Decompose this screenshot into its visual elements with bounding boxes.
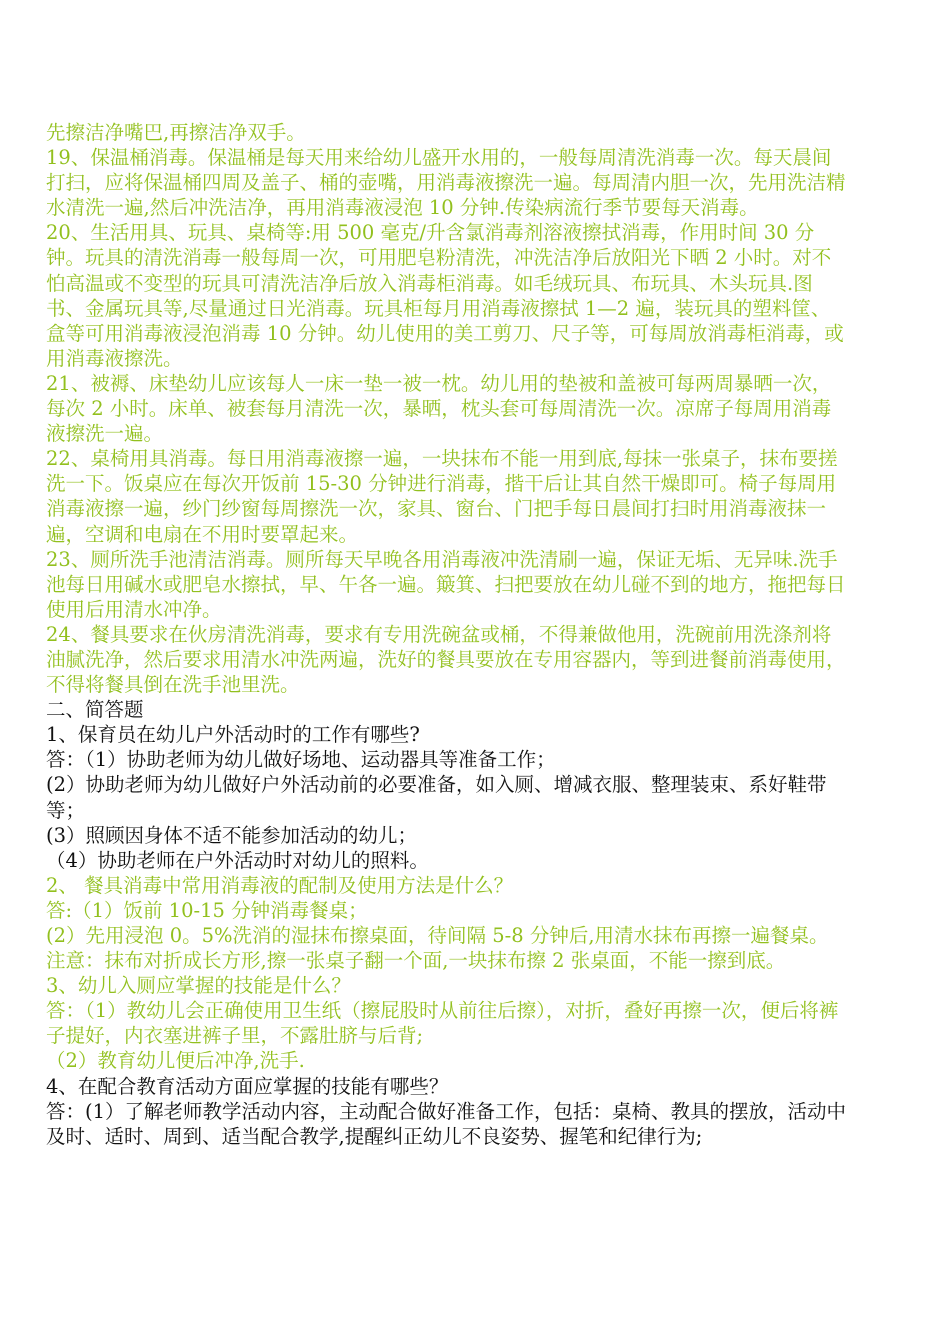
answer-1-part-3: (3）照顾因身体不适不能参加活动的幼儿；: [46, 823, 418, 847]
answer-2-part-1: 答:（1）饭前 10-15 分钟消毒餐桌；: [46, 898, 368, 922]
question-2: 2、 餐具消毒中常用消毒液的配制及使用方法是什么？: [46, 873, 514, 897]
answer-3-part-2: （2）教育幼儿便后冲净,洗手.: [46, 1049, 305, 1073]
item-20-toys-furniture: 20、生活用具、玩具、桌椅等:用 500 毫克/升含氯消毒剂溶液擦拭消毒，作用时间 30 分钟。玩具的清洗消毒一般每周一次，可用肥皂粉清洗，冲洗洁净后放阳光下晒 2 小时。对不怕高温或不变型的玩具可清洗洁净后放入消毒柜消毒。如毛绒玩具、布玩具、木头玩具.图书、金属玩具等,尽量通过日光消毒。玩具柜每月用消毒液擦拭 1—2 遍，装玩具的塑料筐、盒等可用消毒液浸泡消毒 10 分钟。幼儿使用的美工剪刀、尺子等，可每周放消毒柜消毒，或用消毒液擦洗。: [46, 221, 844, 370]
answer-4-part-1: 答：(1）了解老师教学活动内容，主动配合做好准备工作，包括：桌椅、教具的摆放，活动中及时、适时、周到、适当配合教学,提醒纠正幼儿不良姿势、握笔和纪律行为;: [46, 1099, 847, 1148]
answer-3-part-1: 答：（1）教幼儿会正确使用卫生纸（擦屁股时从前往后擦），对折，叠好再擦一次，便后将裤子提好，内衣塞进裤子里，不露肚脐与后背;: [46, 999, 839, 1048]
question-4: 4、在配合教育活动方面应掌握的技能有哪些？: [46, 1074, 449, 1098]
document-page: [46, 120, 846, 1149]
answer-1-part-1: 答：（1）协助老师为幼儿做好场地、运动器具等准备工作；: [46, 748, 556, 772]
section-title: 二、简答题: [46, 698, 144, 722]
question-1: 1、保育员在幼儿户外活动时的工作有哪些?: [46, 723, 420, 747]
answer-2-part-2: (2）先用浸泡 0。5%洗消的湿抹布擦桌面，待间隔 5-8 分钟后,用清水抹布再擦一遍餐桌。注意：抹布对折成长方形,擦一张桌子翻一个面,一块抹布擦 2 张桌面，不能一擦到底。: [46, 924, 829, 973]
question-3: 3、幼儿入厕应掌握的技能是什么？: [46, 974, 351, 998]
item-21-bedding: 21、被褥、床垫幼儿应该每人一床一垫一被一枕。幼儿用的垫被和盖被可每两周暴晒一次，每次 2 小时。床单、被套每月清洗一次，暴晒，枕头套可每周清洗一次。凉席子每周用消毒液擦洗一遍。: [46, 371, 832, 446]
answer-1-part-2: (2）协助老师为幼儿做好户外活动前的必要准备，如入厕、增减衣服、整理装束、系好鞋带等；: [46, 773, 827, 822]
item-22-tables-chairs: 22、桌椅用具消毒。每日用消毒液擦一遍，一块抹布不能一用到底,每抹一张桌子，抹布要搓洗一下。饭桌应在每次开饭前 15-30 分钟进行消毒，揩干后让其自然干燥即可。椅子每周用消毒液擦一遍，纱门纱窗每周擦洗一次，家具、窗台、门把手每日晨间打扫时用消毒液抹一遍，空调和电扇在不用时要罩起来。: [46, 447, 838, 546]
item-19-thermos-disinfection: 19、保温桶消毒。保温桶是每天用来给幼儿盛开水用的，一般每周清洗消毒一次。每天晨间打扫，应将保温桶四周及盖子、桶的壶嘴，用消毒液擦洗一遍。每周清内胆一次，先用洗洁精水清洗一遍,然后冲洗洁净，再用消毒液浸泡 10 分钟.传染病流行季节要每天消毒。: [46, 146, 846, 220]
item-18-tail: 先擦洁净嘴巴,再擦洁净双手。: [46, 121, 306, 144]
answer-1-part-4: （4）协助老师在户外活动时对幼儿的照料。: [46, 848, 429, 872]
item-23-toilet-sink: 23、厕所洗手池清洁消毒。厕所每天早晚各用消毒液冲洗清刷一遍，保证无垢、无异味.洗手池每日用碱水或肥皂水擦拭，早、午各一遍。簸箕、扫把要放在幼儿碰不到的地方，拖把每日使用后用清水冲净。: [46, 547, 846, 621]
item-24-tableware: 24、餐具要求在伙房清洗消毒，要求有专用洗碗盆或桶，不得兼做他用，洗碗前用洗涤剂将油腻洗净，然后要求用清水冲洗两遍，洗好的餐具要放在专用容器内，等到进餐前消毒使用，不得将餐具倒在洗手池里洗。: [46, 622, 846, 697]
